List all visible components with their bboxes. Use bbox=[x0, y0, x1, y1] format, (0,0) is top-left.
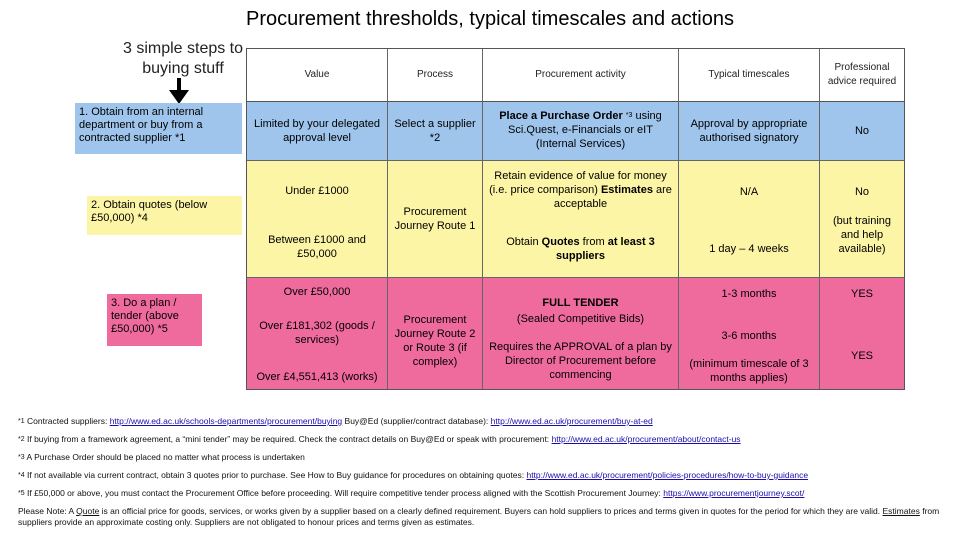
row3-value-works: Over £4,551,413 (works) bbox=[256, 371, 378, 383]
row3-timescales-3-6: 3-6 months bbox=[721, 330, 777, 342]
row2-advice-training: (but training and help available) bbox=[832, 215, 892, 255]
row2-activity-b-bold2: at least 3 bbox=[607, 236, 655, 248]
footnote-1-link-buy-at-ed[interactable]: http://www.ed.ac.uk/procurement/buy-at-ed bbox=[490, 416, 653, 426]
page-title: Procurement thresholds, typical timescales and actions bbox=[245, 8, 734, 30]
header-timescales: Typical timescales bbox=[708, 69, 790, 80]
row3-timescales-1-3: 1-3 months bbox=[721, 288, 777, 300]
note-quote-term: Quote bbox=[76, 506, 100, 516]
footnote-3 bbox=[18, 452, 953, 463]
note-estimates-term: Estimates bbox=[882, 506, 920, 516]
row3-timescales-min: (minimum timescale of 3 months applies) bbox=[689, 358, 809, 384]
row1-activity-rest: using Sci.Quest, e-Financials or eIT (Internal Services) bbox=[508, 110, 662, 150]
row3-value-goods-services: Over £181,302 (goods / services) bbox=[259, 320, 375, 346]
row2-advice-no: No bbox=[854, 186, 870, 198]
footnote-1-text: Contracted suppliers: bbox=[27, 416, 108, 426]
header-value: Value bbox=[304, 69, 330, 80]
row2-activity-b-pre: Obtain bbox=[506, 236, 539, 248]
footnote-1-text2: Buy@Ed (supplier/contract database): bbox=[344, 416, 489, 426]
please-note bbox=[18, 506, 953, 528]
header-activity: Procurement activity bbox=[535, 69, 626, 80]
note-post: from suppliers provide an approximate costing only. Suppliers are not obligated to honour prices and terms given as estimates. bbox=[18, 506, 940, 527]
row2-timescales-na: N/A bbox=[739, 186, 759, 198]
note-mid: is an official price for goods, services, or works given by a supplier based on a clearly defined requirement. Buyers can hold suppliers to prices and terms given in quotes for the period for which they are valid. bbox=[101, 506, 881, 516]
row1-process: Select a supplier *2 bbox=[394, 118, 476, 144]
row3-advice-yes-1: YES bbox=[850, 288, 873, 300]
step-2-box: 2. Obtain quotes (below £50,000) *4 bbox=[87, 196, 242, 235]
grid-line bbox=[482, 49, 483, 389]
row3-advice-yes-2: YES bbox=[850, 350, 873, 362]
grid-line bbox=[247, 160, 904, 161]
footnote-4 bbox=[18, 470, 953, 481]
footnote-5 bbox=[18, 488, 953, 499]
row2-activity-quotes bbox=[483, 227, 678, 271]
row2-activity-b-mid: from bbox=[582, 236, 605, 248]
row2-timescales-weeks: 1 day – 4 weeks bbox=[709, 243, 789, 255]
row2-activity-b-bold3: suppliers bbox=[556, 250, 605, 262]
step-1-box: 1. Obtain from an internal department or buy from a contracted supplier *1 bbox=[75, 103, 242, 154]
step-3-box: 3. Do a plan / tender (above £50,000) *5 bbox=[107, 294, 202, 346]
footnote-5-text: If £50,000 or above, you must contact the Procurement Office before proceeding. Will require competitive tender process aligned with the Scottish Procurement Journey: bbox=[27, 488, 661, 498]
row2-activity-a-post: are acceptable bbox=[553, 184, 672, 210]
thresholds-table bbox=[246, 48, 905, 390]
footnote-2-text: If buying from a framework agreement, a “mini tender” may be required. Check the contract details on Buy@Ed or speak with procurement: bbox=[27, 434, 550, 444]
row3-value-over-50000: Over £50,000 bbox=[283, 286, 351, 298]
footnote-1 bbox=[18, 416, 953, 427]
footnote-2-label: *2 bbox=[18, 436, 25, 443]
footnote-2 bbox=[18, 434, 953, 445]
row1-activity-sup: *3 bbox=[625, 112, 633, 119]
grid-line bbox=[678, 49, 679, 389]
note-pre: Please Note: A bbox=[18, 506, 74, 516]
footnote-2-link-contact[interactable]: http://www.ed.ac.uk/procurement/about/contact-us bbox=[551, 434, 741, 444]
header-process: Process bbox=[416, 69, 454, 80]
row3-process: Procurement Journey Route 2 or Route 3 (if complex) bbox=[394, 314, 476, 368]
footnote-5-link-journey[interactable]: https://www.procurementjourney.scot/ bbox=[663, 488, 805, 498]
grid-line bbox=[819, 49, 820, 389]
footnote-1-link-buying[interactable]: http://www.ed.ac.uk/schools-departments/procurement/buying bbox=[109, 416, 343, 426]
row3-activity-approval: Requires the APPROVAL of a plan by Director of Procurement before commencing bbox=[489, 341, 672, 381]
footnote-1-label: *1 bbox=[18, 418, 25, 425]
row2-value-1000-50000: Between £1000 and £50,000 bbox=[268, 234, 366, 260]
footnote-4-text: If not available via current contract, obtain 3 quotes prior to purchase. See How to Buy guidance for procedures on obtaining quotes: bbox=[27, 470, 525, 480]
row1-timescales: Approval by appropriate authorised signatory bbox=[690, 118, 808, 144]
grid-line bbox=[247, 277, 904, 278]
row1-value: Limited by your delegated approval level bbox=[254, 118, 380, 144]
footnote-5-label: *5 bbox=[18, 490, 25, 497]
row2-activity-estimates bbox=[483, 163, 678, 217]
row2-activity-a-pre: Retain evidence of value for money (i.e. price comparison) bbox=[489, 170, 667, 196]
footnote-4-link-guidance[interactable]: http://www.ed.ac.uk/procurement/policies-procedures/how-to-buy-guidance bbox=[526, 470, 809, 480]
row2-activity-b-bold1: Quotes bbox=[541, 236, 580, 248]
row1-activity bbox=[483, 102, 678, 160]
header-advice: Professional advice required bbox=[827, 62, 897, 87]
row3-activity-full-tender: FULL TENDER bbox=[542, 297, 619, 309]
row3-activity-sealed-bids: (Sealed Competitive Bids) bbox=[516, 313, 645, 325]
row2-activity-a-bold: Estimates bbox=[600, 184, 653, 196]
row1-activity-bold: Place a Purchase Order bbox=[499, 110, 623, 122]
footnote-4-label: *4 bbox=[18, 472, 25, 479]
subtitle: 3 simple steps to buying stuff bbox=[122, 40, 244, 77]
down-arrow-head-icon bbox=[169, 90, 189, 104]
row2-value-under-1000: Under £1000 bbox=[285, 185, 349, 197]
row1-advice: No bbox=[854, 125, 870, 137]
row2-process: Procurement Journey Route 1 bbox=[394, 206, 476, 232]
footnote-3-label: *3 bbox=[18, 454, 25, 461]
grid-line bbox=[387, 49, 388, 389]
footnote-3-text: A Purchase Order should be placed no matter what process is undertaken bbox=[26, 452, 305, 462]
